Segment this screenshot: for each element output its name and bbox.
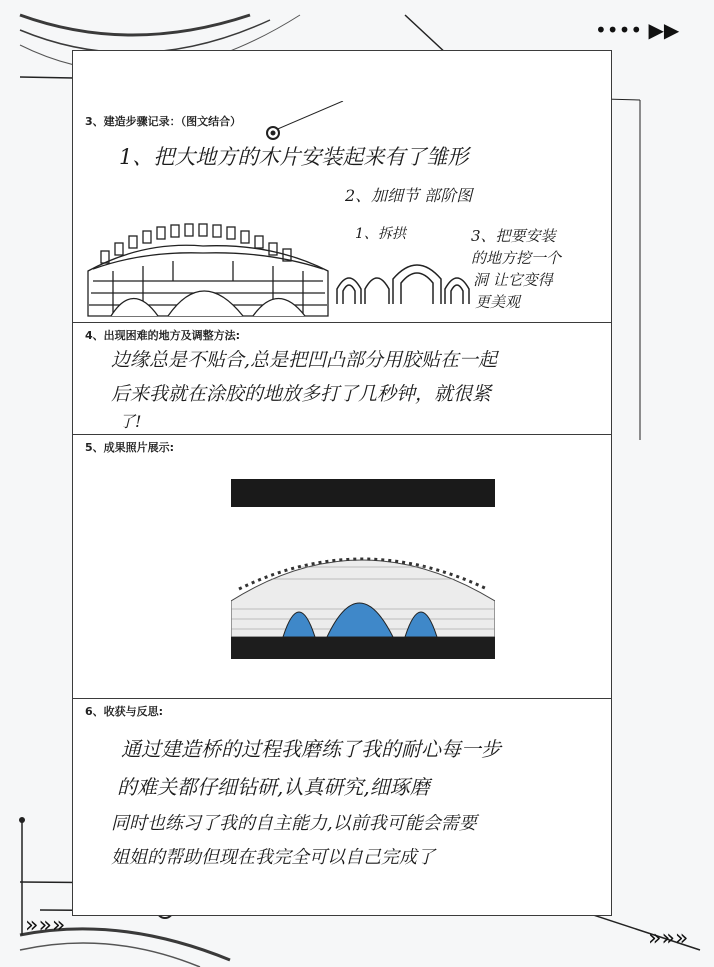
step-3-line-2: 的地方挖一个: [471, 249, 562, 267]
section-label: 3、建造步骤记录：（图文结合）: [85, 115, 242, 128]
chevron-decoration-left: »»»: [25, 913, 66, 938]
section-reflection: [73, 699, 611, 917]
section-label: 6、收获与反思:: [85, 705, 164, 718]
difficulty-line-2: 后来我就在涂胶的地放多打了几秒钟，就很紧: [111, 383, 492, 405]
section-difficulties: [73, 323, 611, 435]
step-1-text: 1、把大地方的木片安装起来有了雏形: [119, 145, 469, 169]
step-2-text: 2、加细节 部阶图: [345, 186, 473, 205]
step-3-line-3: 洞 让它变得: [473, 271, 553, 289]
step-3-line-4: 更美观: [475, 293, 521, 311]
arches-sketch: [335, 249, 475, 309]
step-2-sub-text: 1、拆拱: [355, 226, 406, 242]
section-build-steps: [73, 101, 611, 323]
arrow-decoration-top: •••• ▶▶: [595, 18, 680, 42]
reflection-line-2: 的难关都仔细钻研,认真研究,细琢磨: [117, 775, 430, 799]
difficulty-line-1: 边缘总是不贴合,总是把凹凸部分用胶贴在一起: [111, 349, 498, 371]
reflection-line-4: 姐姐的帮助但现在我完全可以自己完成了: [111, 847, 435, 868]
bridge-sketch: [83, 211, 333, 321]
reflection-line-1: 通过建造桥的过程我磨练了我的耐心每一步: [121, 737, 501, 761]
worksheet: [72, 50, 612, 916]
difficulty-line-3: 了!: [119, 412, 142, 431]
reflection-line-3: 同时也练习了我的自主能力,以前我可能会需要: [111, 813, 477, 834]
section-label: 5、成果照片展示:: [85, 441, 175, 454]
chevron-decoration-right: »»»: [648, 926, 689, 951]
step-3-line-1: 3、把要安装: [471, 227, 556, 245]
section-label: 4、出现困难的地方及调整方法:: [85, 329, 241, 342]
bridge-model-photo: [231, 479, 495, 659]
